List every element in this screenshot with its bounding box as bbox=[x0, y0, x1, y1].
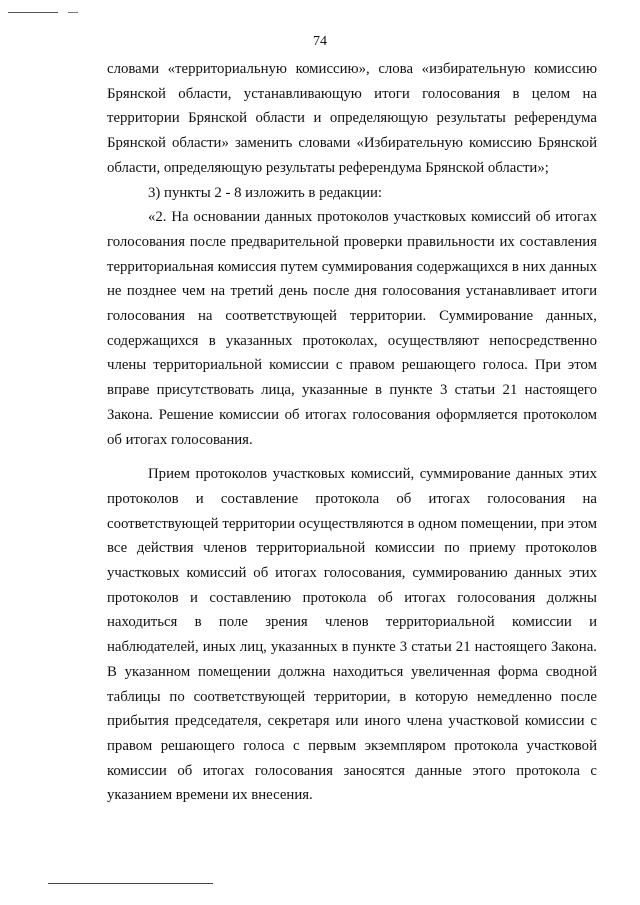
scan-edge-line-top bbox=[8, 12, 58, 13]
paragraph-item-3: 3) пункты 2 - 8 изложить в редакции: bbox=[148, 184, 383, 201]
paragraph-protocol-reception: Прием протоколов участковых комиссий, суммирование данных этих протоколов и составление протокола об итогах голосования на соответствующей территории осуществляются в одном помещении, при этом все действия членов территориальной комиссии по приему протоколов участковых комиссий об итогах голосования, суммированию данных этих протоколов и составлению протокола об итогах голосования должны находиться в поле зрения членов территориальной комиссии и наблюдателей, иных лиц, указанных в пункте 3 статьи 21 настоящего Закона. В указанном помещении должна находиться увеличенная форма сводной таблицы по соответствующей территории, в которую немедленно после прибытия председателя, секретаря или иного члена участковой комиссии с правом решающего голоса с первым экземпляром протокола участковой комиссии об итогах голосования заносятся данные этого протокола с указанием времени их внесения. bbox=[107, 466, 597, 804]
scan-edge-dash-top bbox=[68, 12, 78, 13]
scan-edge-line-bottom bbox=[48, 883, 213, 884]
paragraph-continuation: словами «территориальную комиссию», слова «избирательную комиссию Брянской области, устанавливающую итоги голосования в целом на территории Брянской области и определяющую результаты референдума Брянской области» заменить словами «Избирательную комиссию Брянской области, определяющую результаты референдума Брянской области»; bbox=[107, 61, 597, 176]
paragraph-clause-2: «2. На основании данных протоколов участковых комиссий об итогах голосования после предварительной проверки правильности их составления территориальная комиссия путем суммирования содержащихся в них данных не позднее чем на третий день после дня голосования устанавливает итоги голосования на соответствующей территории. Суммирование данных, содержащихся в указанных протоколах, осуществляют непосредственно члены территориальной комиссии с правом решающего голоса. При этом вправе присутствовать лица, указанные в пункте 3 статьи 21 настоящего Закона. Решение комиссии об итогах голосования оформляется протоколом об итогах голосования. bbox=[107, 209, 597, 448]
page-number: 74 bbox=[313, 34, 327, 49]
document-body bbox=[107, 57, 597, 808]
